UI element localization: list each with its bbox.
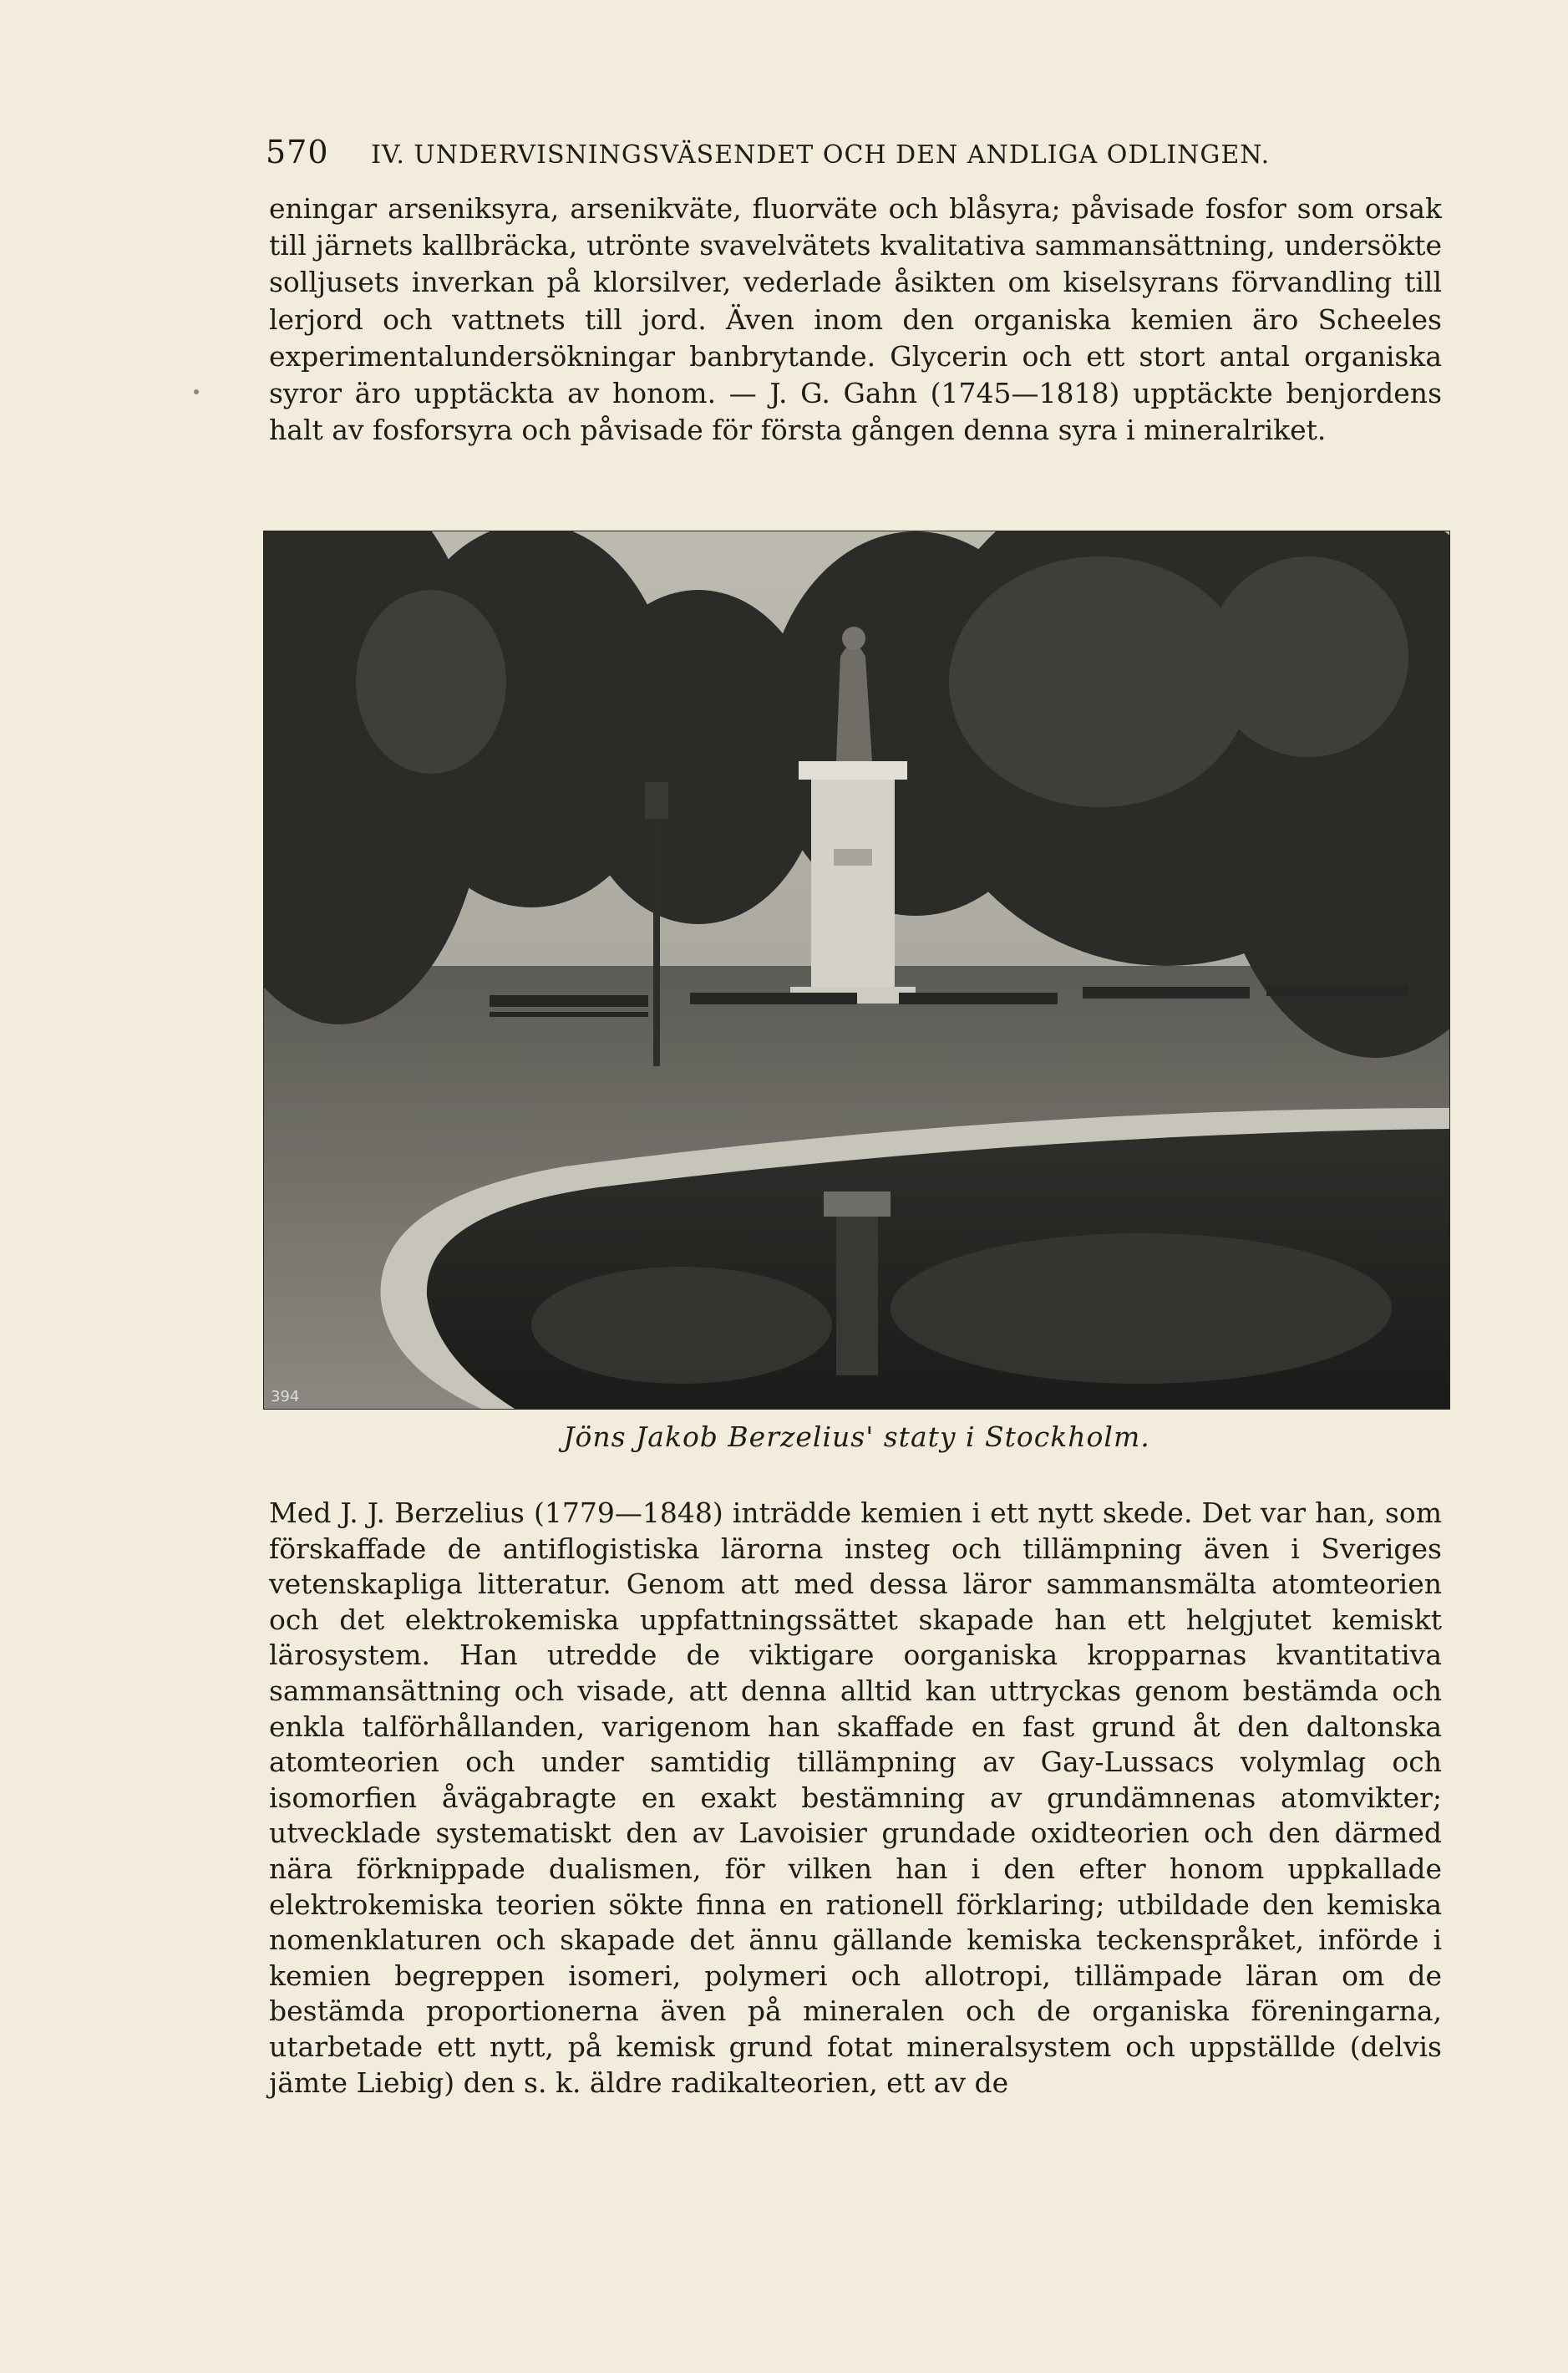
page-number: 570 xyxy=(266,134,329,170)
statue-photograph xyxy=(264,531,1449,1409)
paragraph-scheele-gahn: eningar arseniksyra, arsenikväte, fluorväte och blåsyra; påvisade fosfor som orsak till järnets kallbräcka, utrönte svavelvätets kvalitativa sammansättning, undersökte solljusets inverkan på klorsilver, vederlade åsikten om kiselsyrans förvandling till lerjord och vattnets till jord. Även inom den organiska kemien äro Scheeles experimentalundersökningar banbrytande. Glycerin och ett stort antal organiska syror äro upptäckta av honom. — J. G. Gahn (1745—1818) upptäckte benjordens halt av fosforsyra och påvisade för första gången denna syra i mineralriket. xyxy=(269,192,1442,447)
figure-number: 394 xyxy=(271,1388,300,1405)
photo-illustration xyxy=(264,531,1449,1409)
figure-caption: Jöns Jakob Berzelius' staty i Stockholm. xyxy=(563,1420,1150,1453)
paragraph-berzelius: Med J. J. Berzelius (1779—1848) inträdde kemien i ett nytt skede. Det var han, som förskaffade de antiflogistiska lärorna insteg och tillämpning även i Sveriges vetenskapliga litteratur. Genom att med dessa läror sammansmälta atomteorien och det elektrokemiska uppfattningssättet skapade han ett helgjutet kemiskt lärosystem. Han utredde de viktigare oorganiska kropparnas kvantitativa sammansättning och visade, att denna alltid kan uttryckas genom bestämda och enkla talförhållanden, varigenom han skaffade en fast grund åt den daltonska atomteorien och under samtidig tillämpning av Gay-Lussacs volymlag och isomorfien åvägabragte en exakt bestämning av grundämnenas atomvikter; utvecklade systematiskt den av Lavoisier grundade oxidteorien och den därmed nära förknippade dualismen, för vilken han i den efter honom uppkallade elektrokemiska teorien sökte finna en rationell förklaring; utbildade den kemiska nomenklaturen och skapade det ännu gällande kemiska teckenspråket, införde i kemien begreppen isomeri, polymeri och allotropi, tillämpade läran om de bestämda proportionerna även på mineralen och de organiska föreningarna, utarbetade ett nytt, på kemisk grund fotat mineralsystem och uppställde (delvis jämte Liebig) den s. k. äldre radikalteorien, ett av de xyxy=(269,1496,1442,2099)
running-title: IV. UNDERVISNINGSVÄSENDET OCH DEN ANDLIGA ODLINGEN. xyxy=(371,140,1271,170)
page-speck xyxy=(194,389,199,394)
page-header xyxy=(266,134,1452,170)
